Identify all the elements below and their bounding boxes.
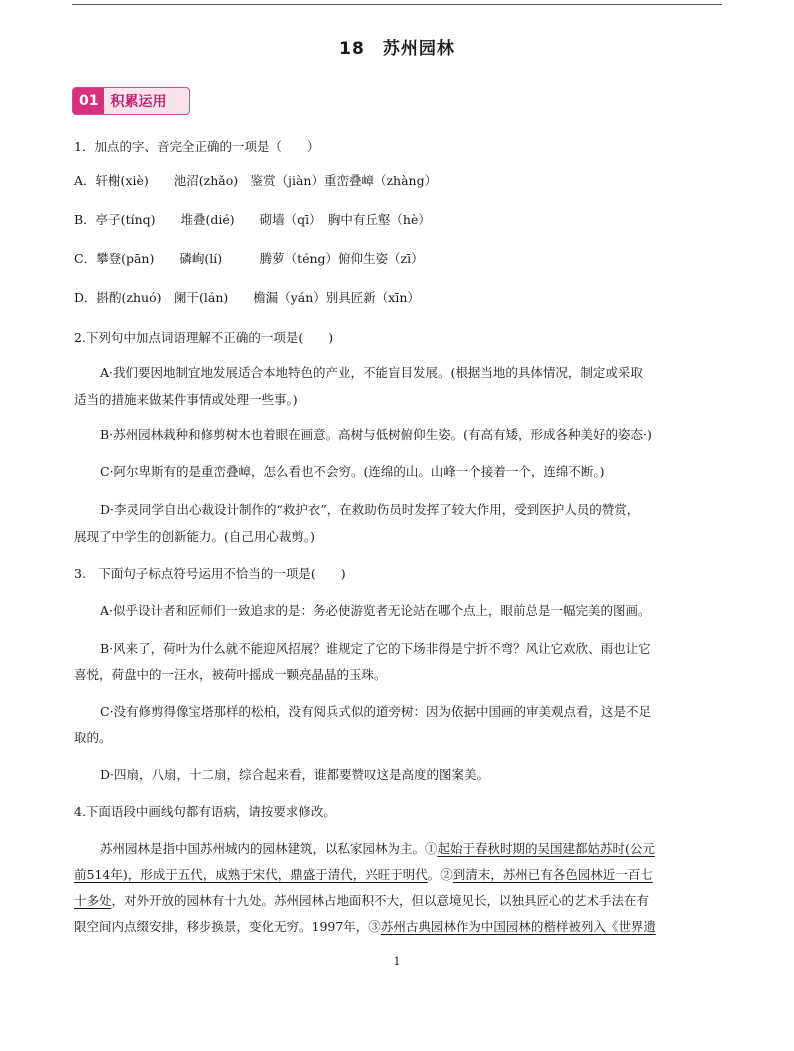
passage-text: 苏州园林是指中国苏州城内的园林建筑，以私家园林为主。①	[100, 841, 438, 856]
q2-option-b: B·苏州园林栽种和修剪树木也着眼在画意。高树与低树俯仰生姿。(有高有矮，形成各种美好的姿态·)	[100, 427, 652, 442]
header-rule	[72, 4, 722, 5]
underlined-sentence-2-cont: 十多处	[74, 893, 112, 908]
q4-stem: 4.下面语段中画线句都有语病，请按要求修改。	[74, 804, 336, 819]
q2-option-a-line1: A·我们要因地制宜地发展适合本地特色的产业，不能盲目发展。(根据当地的具体情况，制定或采取	[100, 365, 643, 380]
q2-option-d-line2: 展现了中学生的创新能力。(自己用心裁剪。)	[74, 529, 316, 544]
q3-option-b-line2: 喜悦，荷盘中的一汪水，被荷叶摇成一颗亮晶晶的玉珠。	[74, 667, 387, 682]
passage-text: 。②	[427, 867, 453, 882]
q1-stem: 1．加点的字、音完全正确的一项是（ ）	[74, 139, 320, 154]
q2-stem: 2.下列句中加点词语理解不正确的一项是( )	[74, 330, 334, 345]
passage-text: ，对外开放的园林有十九处。苏州园林占地面积不大，但以意境见长，以独具匠心的艺术手法在有	[111, 893, 650, 908]
underlined-sentence-3: 苏州古典园林作为中国园林的楷样被列入《世界遗	[380, 919, 656, 934]
page-number: 1	[393, 955, 401, 968]
q3-option-c-line2: 取的。	[74, 730, 112, 745]
q2-option-a-line2: 适当的措施来做某件事情或处理一些事。)	[74, 392, 298, 407]
underlined-sentence-1: 起始于春秋时期的吴国建都姑苏时(公元	[437, 841, 655, 856]
q4-passage-line1	[100, 840, 655, 858]
passage-text: 限空间内点缀安排，移步换景，变化无穷。1997年，③	[74, 919, 381, 934]
section-label: 积累运用	[110, 94, 167, 110]
q4-passage-line3	[74, 892, 649, 910]
section-badge	[72, 87, 190, 115]
q4-passage-line2	[74, 866, 653, 884]
section-number: 01	[73, 88, 104, 114]
page-title: 18 苏州园林	[339, 39, 455, 59]
q1-option-a: A．轩榭(xiè) 池沼(zhǎo) 鉴赏（jiàn）重峦叠嶂（zhàng）	[74, 173, 438, 188]
q1-option-b: B．亭子(tínq) 堆叠(dié) 砌墙（qī） 胸中有丘壑（hè）	[74, 212, 431, 227]
underlined-sentence-1-cont: 前514年)，形成于五代，成熟于宋代，鼎盛于清代，兴旺于明代	[74, 867, 428, 882]
q3-option-c-line1: C·没有修剪得像宝塔那样的松柏，没有阅兵式似的道旁树：因为依据中国画的审美观点看，这是不足	[100, 704, 652, 719]
q3-option-a: A·似乎设计者和匠师们一致追求的是：务必使游览者无论站在哪个点上，眼前总是一幅完美的图画。	[100, 603, 651, 618]
q2-option-c: C·阿尔卑斯有的是重峦叠嶂，怎么看也不会穷。(连绵的山。山峰一个接着一个，连绵不断。)	[100, 464, 605, 479]
underlined-sentence-2: 到清末，苏州已有各色园林近一百七	[452, 867, 653, 882]
q2-option-d-line1: D·李灵同学自出心裁设计制作的“救护衣”，在救助伤员时发挥了较大作用，受到医护人员的赞赏，	[100, 502, 640, 517]
q1-option-d: D．斟酌(zhuó) 阑干(lán) 檐漏（yán）别具匠新（xīn）	[74, 290, 420, 305]
q1-option-c: C．攀登(pān) 磷峋(lí) 腾萝（téng）俯仰生姿（zī）	[74, 251, 424, 266]
q3-option-b-line1: B·风来了，荷叶为什么就不能迎风招展？谁规定了它的下场非得是宁折不弯？风让它欢欣、雨也让它	[100, 641, 651, 656]
q3-stem: 3. 下面句子标点符号运用不恰当的一项是( )	[74, 566, 346, 581]
q4-passage-line4	[74, 918, 656, 936]
q3-option-d: D·四扇，八扇，十二扇，综合起来看，谁都要赞叹这是高度的图案美。	[100, 767, 489, 782]
